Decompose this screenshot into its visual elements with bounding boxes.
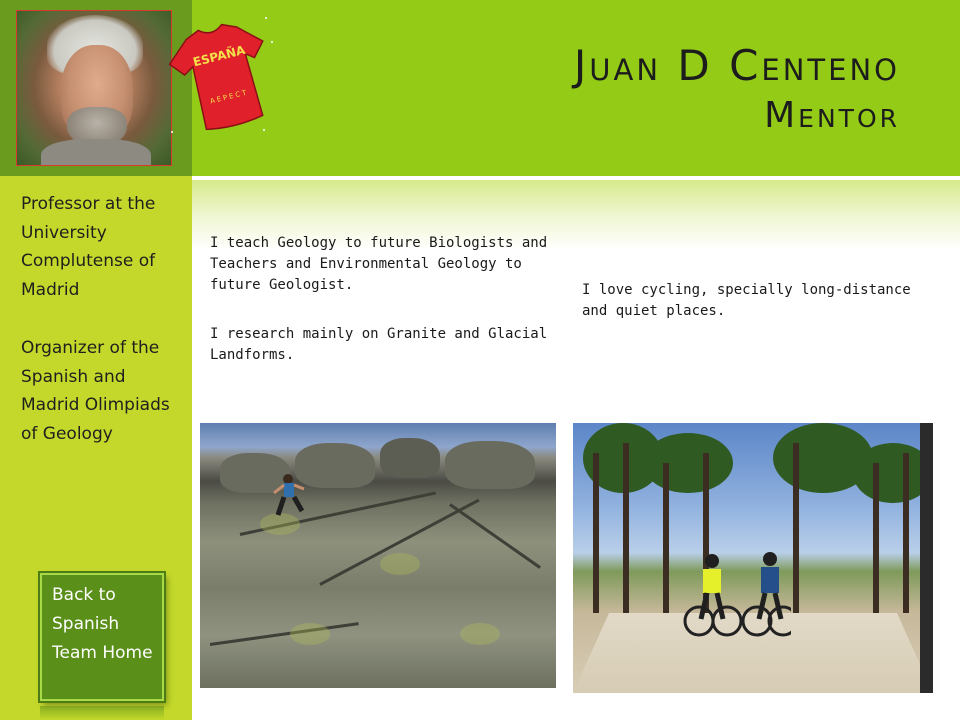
spain-tshirt-logo xyxy=(166,12,278,140)
button-reflection xyxy=(40,706,164,720)
back-to-team-home-button[interactable] xyxy=(40,573,164,701)
bio-organizer: Organizer of the Spanish and Madrid Olimpiads of Geology xyxy=(21,338,170,444)
tshirt-espana-text: ESPAÑA xyxy=(191,42,247,70)
teaching-paragraph: I teach Geology to future Biologists and Teachers and Environmental Geology to future Geologist. xyxy=(210,235,548,293)
page-subtitle: Mentor xyxy=(764,95,900,136)
research-paragraph: I research mainly on Granite and Glacial Landforms. xyxy=(210,326,548,363)
forest-cycling-photo xyxy=(573,423,933,693)
portrait-photo xyxy=(16,10,172,166)
back-button-label: Back to Spanish Team Home xyxy=(52,585,153,663)
photo-frame-edge xyxy=(920,423,933,693)
granite-rock-photo xyxy=(200,423,556,688)
page-title: Juan D Centeno xyxy=(573,41,900,90)
hobby-paragraph: I love cycling, specially long-distance and quiet places. xyxy=(582,282,911,319)
bio-professor: Professor at the University Complutense of Madrid xyxy=(21,194,156,300)
tshirt-aepect-text: AEPECT xyxy=(209,88,250,106)
